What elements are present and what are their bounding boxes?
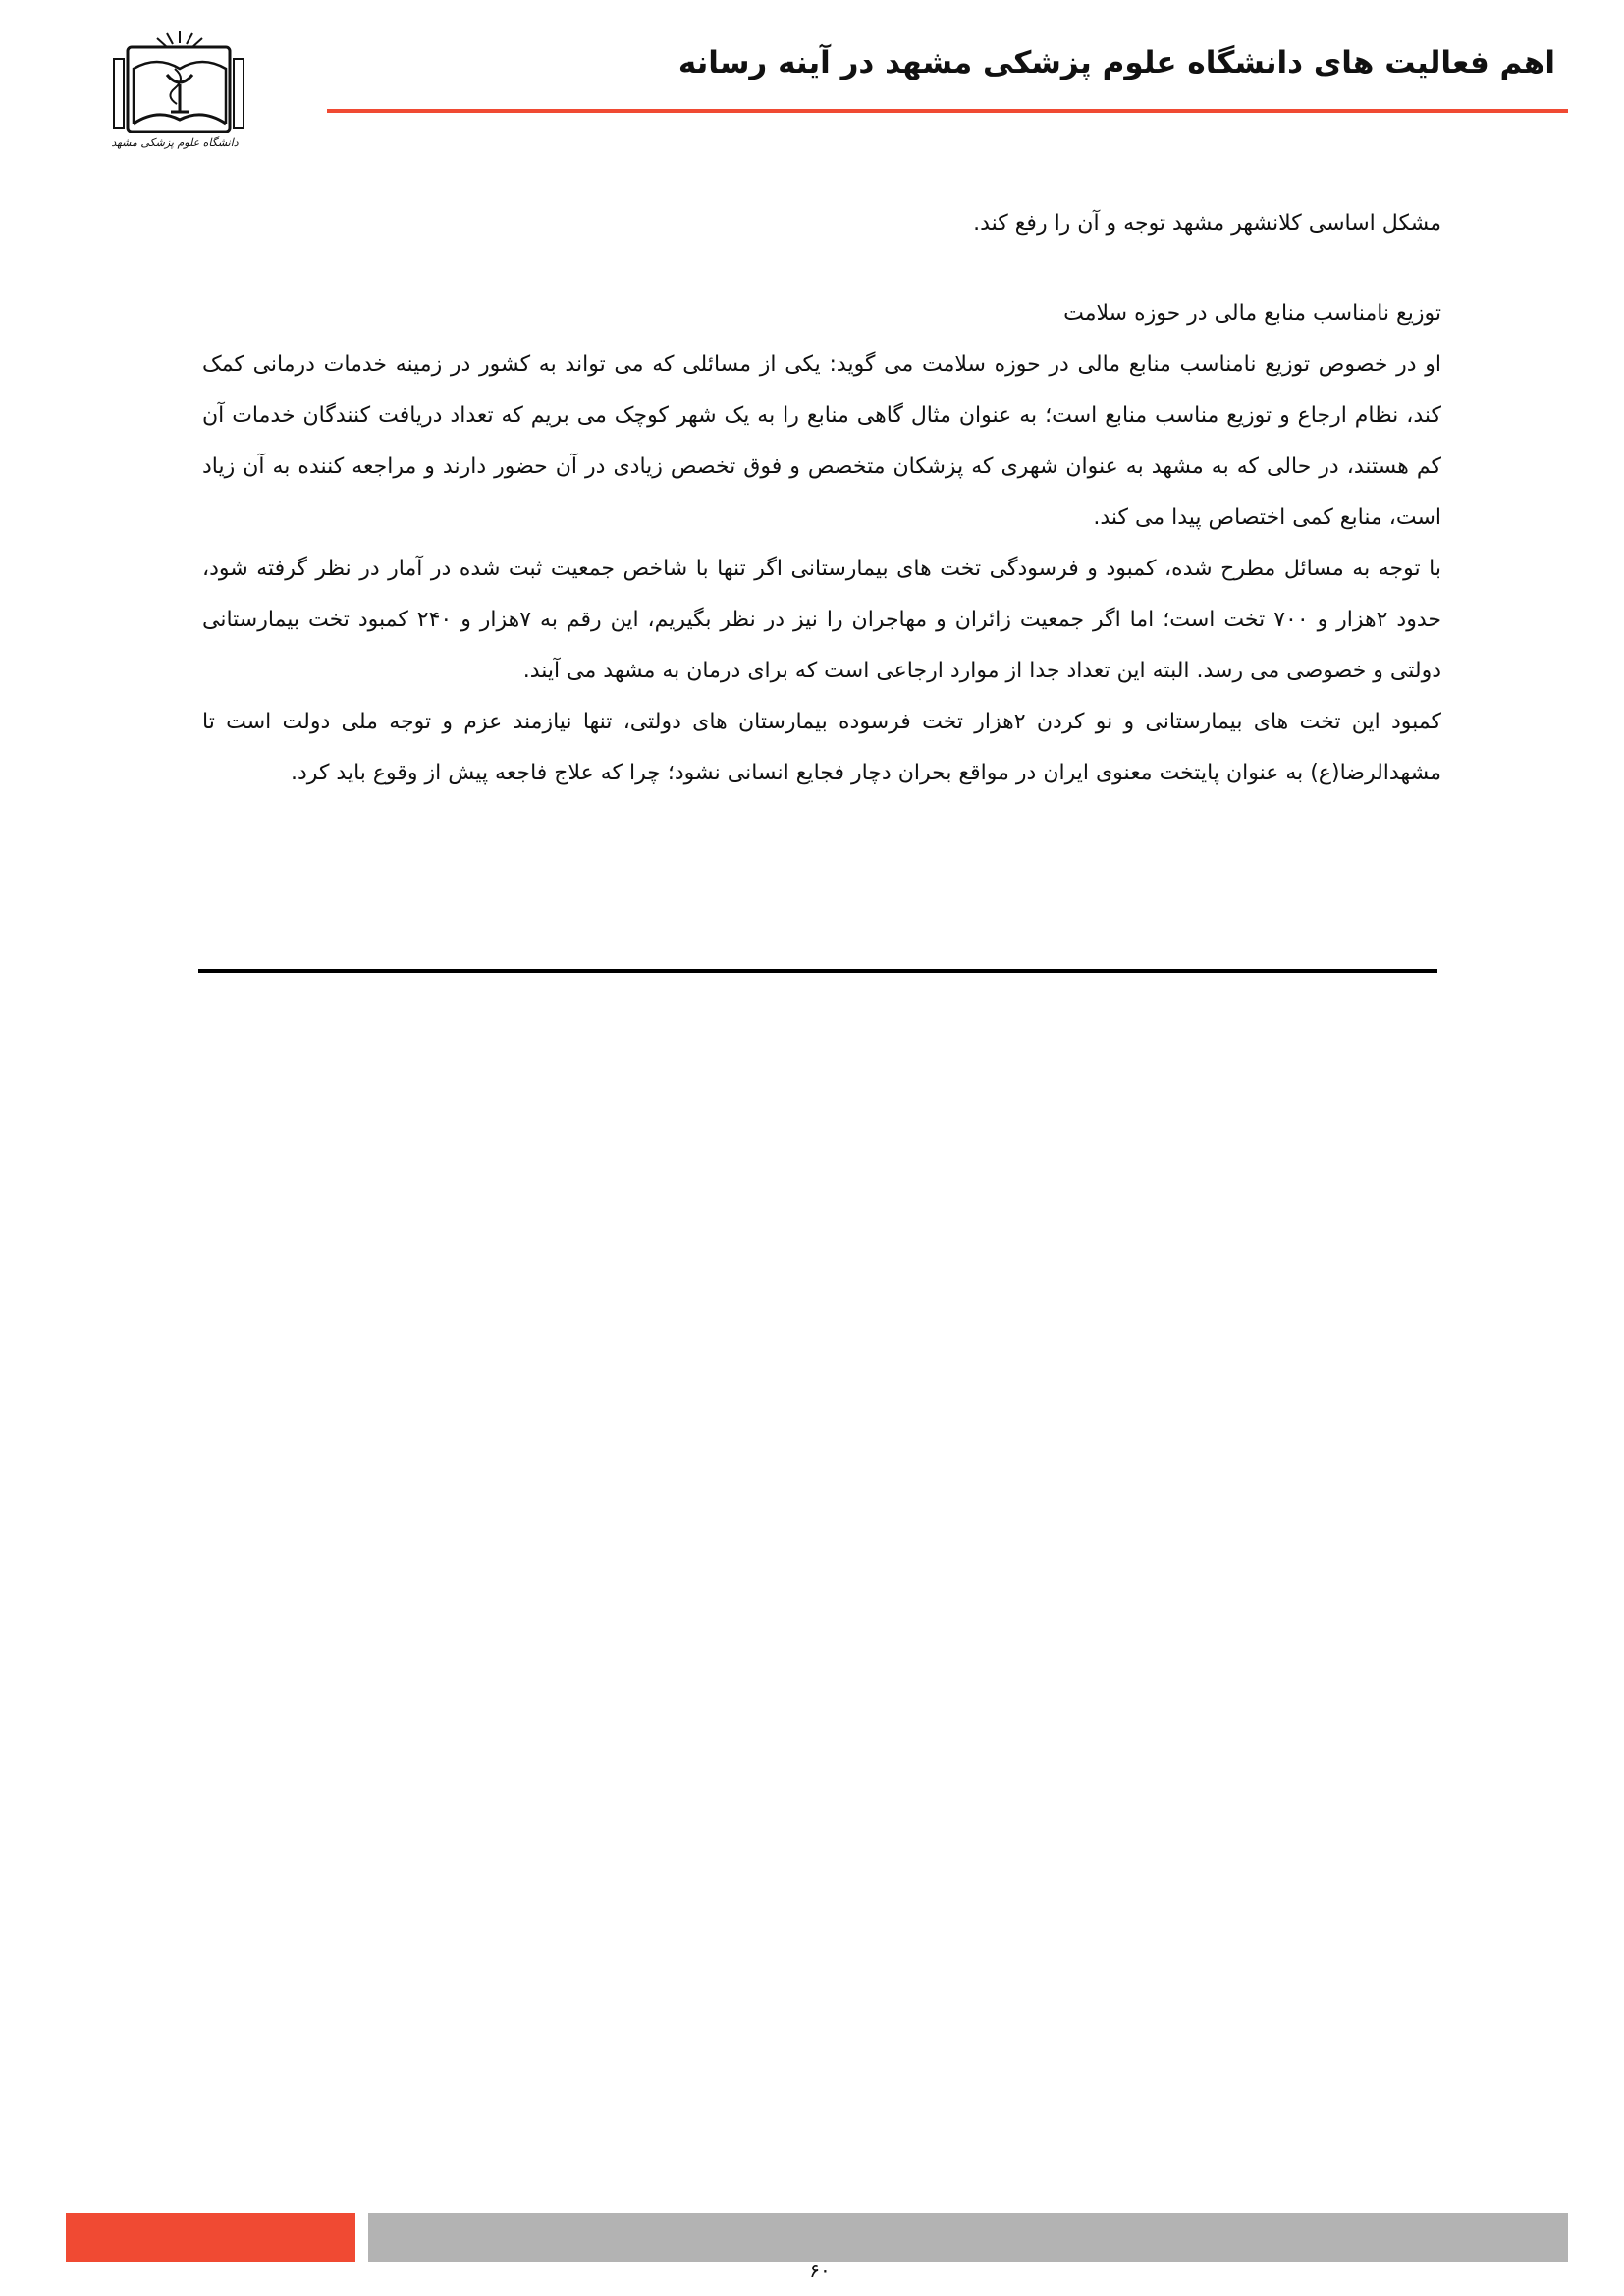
content-divider	[198, 969, 1437, 973]
paragraph-funding: او در خصوص توزیع نامناسب منابع مالی در حوزه سلامت می گوید: یکی از مسائلی که می تواند به کشور در زمینه خدمات درمانی کمک کند، نظام ارجاع و توزیع مناسب منابع است؛ به عنوان مثال گاهی منابع را به یک شهر کوچک می بریم که تعداد دریافت کنندگان خدمات آن کم هستند، در حالی که به مشهد به عنوان شهری که پزشکان متخصص و فوق تخصص زیادی در آن حضور دارند و مراجعه کننده به آن زیاد است، منابع کمی اختصاص پیدا می کند.	[202, 352, 1441, 530]
paragraph-conclusion: کمبود این تخت های بیمارستانی و نو کردن ۲هزار تخت فرسوده بیمارستان های دولتی، تنها نیازمند عزم و توجه ملی دولت است تا مشهدالرضا(ع) به عنوان پایتخت معنوی ایران در مواقع بحران دچار فجایع انسانی نشود؛ چرا که علاج فاجعه پیش از وقوع باید کرد.	[202, 710, 1441, 785]
header-divider	[327, 109, 1568, 113]
logo-caption: دانشگاه علوم پزشکی مشهد	[111, 136, 239, 149]
paragraph-intro: مشکل اساسی کلانشهر مشهد توجه و آن را رفع کند.	[973, 211, 1441, 236]
page-number: ۶۰	[809, 2259, 831, 2282]
paragraph-beds: با توجه به مسائل مطرح شده، کمبود و فرسودگی تخت های بیمارستانی اگر تنها با شاخص جمعیت ثبت شده در آمار در نظر گرفته شود، حدود ۲هزار و ۷۰۰ تخت است؛ اما اگر جمعیت زائران و مهاجران را نیز در نظر بگیریم، این رقم به ۷هزار و ۲۴۰ کمبود تخت بیمارستانی دولتی و خصوصی می رسد. البته این تعداد جدا از موارد ارجاعی است که برای درمان به مشهد می آیند.	[202, 557, 1441, 683]
paragraph-gap	[202, 249, 1441, 289]
footer-gray-bar	[368, 2213, 1568, 2262]
article-body	[202, 198, 1441, 799]
page-title: اهم فعالیت های دانشگاه علوم پزشکی مشهد در آینه رسانه	[677, 45, 1555, 80]
footer-accent-bar	[66, 2213, 355, 2262]
section-heading: توزیع نامناسب منابع مالی در حوزه سلامت	[1063, 301, 1441, 326]
